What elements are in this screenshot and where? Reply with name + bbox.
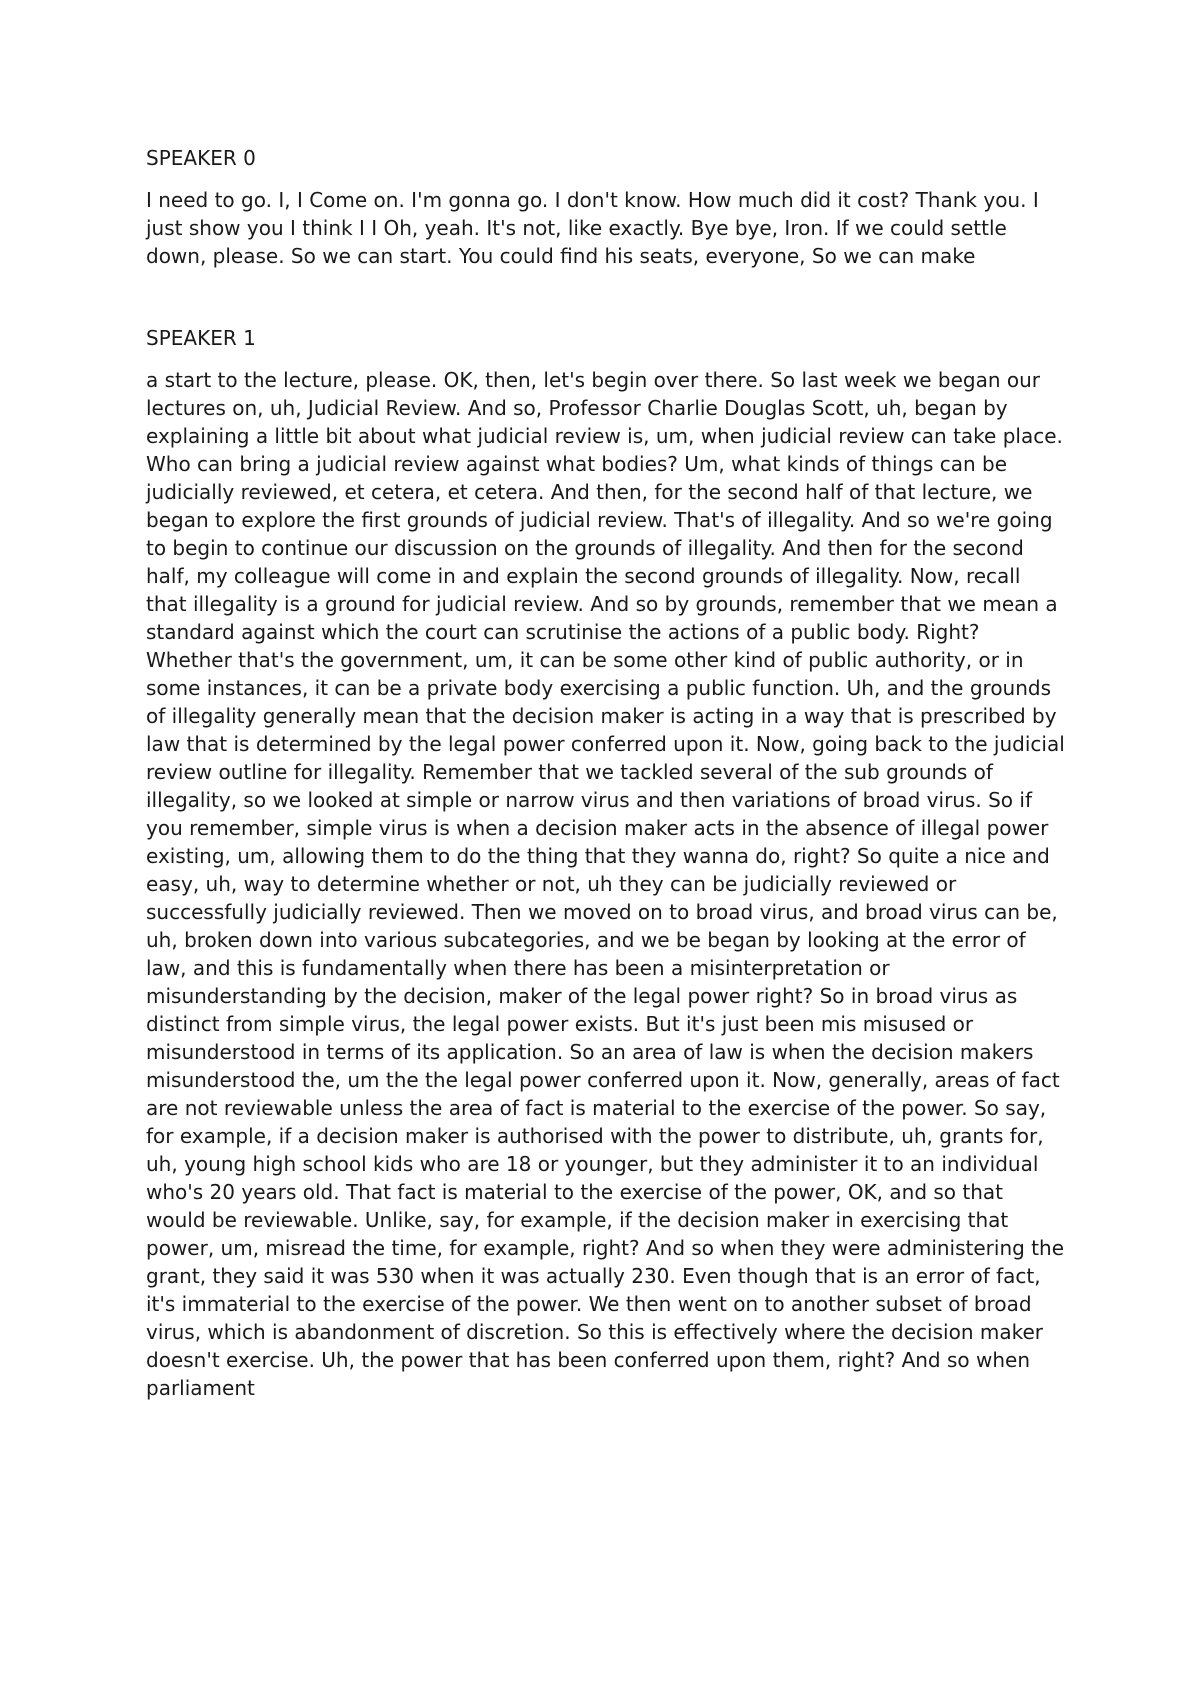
speaker-section-1 bbox=[146, 324, 1066, 1402]
speaker-text: I need to go. I, I Come on. I'm gonna go. I don't know. How much did it cost? Thank you. I just show you I think I I Oh, yeah. It's not, like exactly. Bye bye, Iron. If we could settle down, please. So we can start. You could find his seats, everyone, So we can make bbox=[146, 188, 1039, 268]
speaker-section-0 bbox=[146, 144, 1066, 270]
speaker-label: SPEAKER 1 bbox=[146, 326, 256, 350]
speaker-text: a start to the lecture, please. OK, then, let's begin over there. So last week we began our lectures on, uh, Judicial Review. And so, Professor Charlie Douglas Scott, uh, began by explaining a little bit about what judicial review is, um, when judicial review can take place. Who can bring a judicial review against what bodies? Um, what kinds of things can be judicially reviewed, et cetera, et cetera. And then, for the second half of that lecture, we began to explore the first grounds of judicial review. That's of illegality. And so we're going to begin to continue our discussion on the grounds of illegality. And then for the second half, my colleague will come in and explain the second grounds of illegality. Now, recall that illegality is a ground for judicial review. And so by grounds, remember that we mean a standard against which the court can scrutinise the actions of a public body. Right? Whether that's the government, um, it can be some other kind of public authority, or in some instances, it can be a private body exercising a public function. Uh, and the grounds of illegality generally mean that the decision maker is acting in a way that is prescribed by law that is determined by the legal power conferred upon it. Now, going back to the judicial review outline for illegality. Remember that we tackled several of the sub grounds of illegality, so we looked at simple or narrow virus and then variations of broad virus. So if you remember, simple virus is when a decision maker acts in the absence of illegal power existing, um, allowing them to do the thing that they wanna do, right? So quite a nice and easy, uh, way to determine whether or not, uh they can be judicially reviewed or successfully judicially reviewed. Then we moved on to broad virus, and broad virus can be, uh, broken down into various subcategories, and we be began by looking at the error of law, and this is fundamentally when there has been a misinterpretation or misunderstanding by the decision, maker of the legal power right? So in broad virus as distinct from simple virus, the legal power exists. But it's just been mis misused or misunderstood in terms of its application. So an area of law is when the decision makers misunderstood the, um the the legal power conferred upon it. Now, generally, areas of fact are not reviewable unless the area of fact is material to the exercise of the power. So say, for example, if a decision maker is authorised with the power to distribute, uh, grants for, uh, young high school kids who are 18 or younger, but they administer it to an individual who's 20 years old. That fact is material to the exercise of the power, OK, and so that would be reviewable. Unlike, say, for example, if the decision maker in exercising that power, um, misread the time, for example, right? And so when they were administering the grant, they said it was 530 when it was actually 230. Even though that is an error of fact, it's immaterial to the exercise of the power. We then went on to another subset of broad virus, which is abandonment of discretion. So this is effectively where the decision maker doesn't exercise. Uh, the power that has been conferred upon them, right? And so when parliament bbox=[146, 368, 1065, 1400]
speaker-label: SPEAKER 0 bbox=[146, 146, 256, 170]
transcript-body bbox=[146, 144, 1066, 1402]
